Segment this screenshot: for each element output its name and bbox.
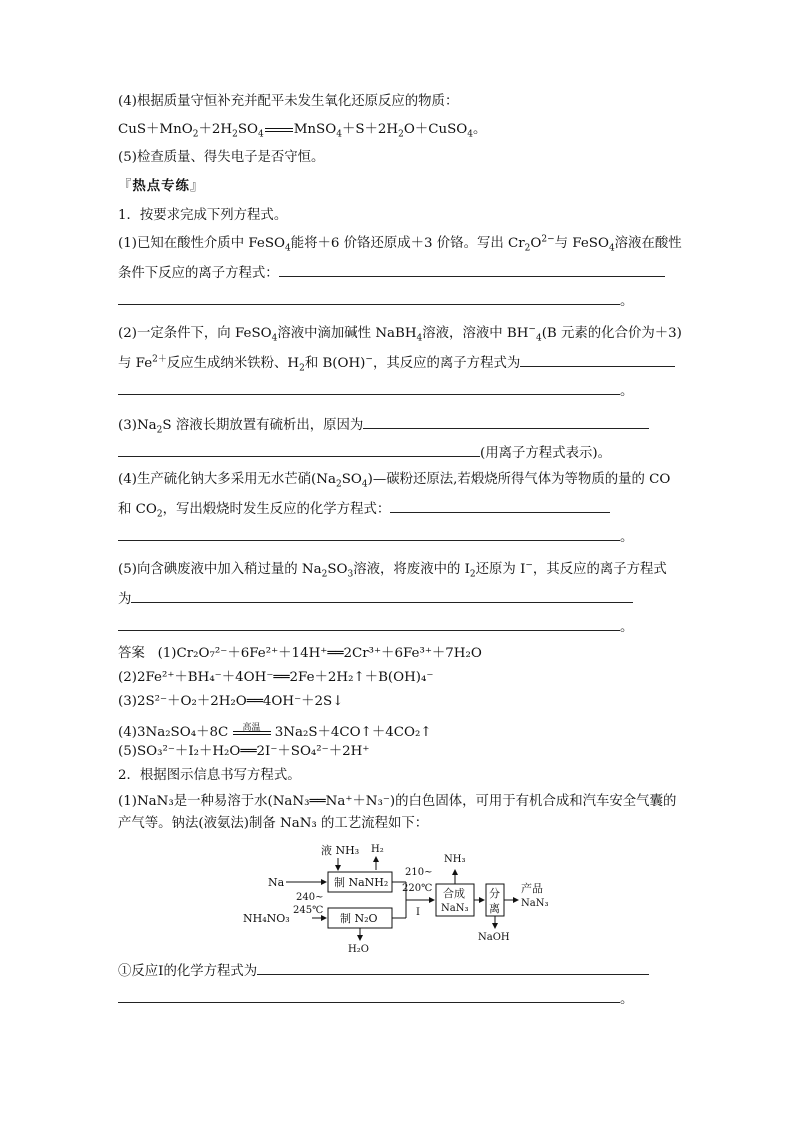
q1-part4-line2: 和 $CO_2$，写出煅烧时发生反应的化学方程式：: [118, 498, 610, 520]
intro-equation: $CuS+MnO_2+2H_2SO_4$ $MnSO_4+S+2H_2O+CuSO_4$。: [118, 122, 487, 140]
answer-blank[interactable]: [390, 498, 610, 513]
q1-part2-line2: 与 $Fe^{2+}$反应生成纳米铁粉、$H_2$和 B(OH)−，其反应的离子方程式为: [118, 352, 675, 374]
answer-1: 答案 (1)Cr₂O₇²⁻＋6Fe²⁺＋14H⁺══2Cr³⁺＋6Fe³⁺＋7H₂O: [118, 646, 482, 661]
temp-245: 245℃: [293, 905, 324, 916]
q2-sub1-line2: 。: [118, 988, 633, 1010]
input-liquid-nh3: 液 NH₃: [321, 844, 360, 857]
answer-blank[interactable]: [118, 290, 620, 305]
intro-step4: (4)根据质量守恒补充并配平未发生氧化还原反应的物质：: [118, 94, 459, 109]
answer-blank[interactable]: [118, 380, 620, 395]
output-nh3: NH₃: [444, 854, 466, 865]
input-na: Na: [268, 876, 285, 889]
output-h2: H₂: [371, 844, 384, 855]
q1-part1-line3: 。: [118, 290, 633, 312]
temp-220: 220℃: [402, 883, 433, 894]
q1-part4: (4)生产硫化钠大多采用无水芒硝$(Na_2SO_4)—$碳粉还原法,若煅烧所得气体为等物质的量的 CO: [118, 472, 671, 490]
product-nan3: NaN₃: [521, 898, 549, 909]
svg-text:分: 分: [489, 887, 500, 900]
answer-blank[interactable]: [257, 960, 649, 975]
q2-part1-line2: 产气等。钠法(液氨法)制备 NaN₃ 的工艺流程如下：: [118, 816, 429, 831]
svg-text:离: 离: [489, 902, 500, 915]
answer-blank[interactable]: [363, 414, 649, 429]
process-flow-diagram: [238, 840, 568, 955]
q1-part2: (2)一定条件下，向 FeSO$_4$溶液中滴加碱性 NaBH$_4$溶液，溶液中 $BH^-_4(B$ 元素的化合价为＋3): [118, 324, 682, 344]
q1-title: 1．按要求完成下列方程式。: [118, 208, 288, 223]
temp-240: 240~: [296, 892, 324, 903]
input-nh4no3: NH₄NO₃: [243, 912, 290, 925]
output-h2o: H₂O: [348, 944, 369, 955]
q1-part1-line2: 条件下反应的离子方程式：: [118, 262, 665, 284]
answer-label: 答案: [118, 646, 145, 661]
reaction-label-i: Ⅰ: [416, 907, 420, 918]
answer-blank[interactable]: [279, 262, 665, 277]
q2-sub1: ①反应Ⅰ的化学方程式为: [118, 960, 649, 982]
box-make-nanh2-label: 制 NaNH₂: [334, 876, 389, 889]
q1-part5: (5)向含碘废液中加入稍过量的 $Na_2SO_3$溶液，将废液中的 $I_2$还原为 I−，其反应的离子方程式: [118, 560, 667, 580]
answer-2: (2)2Fe²⁺＋BH₄⁻＋4OH⁻══2Fe＋2H₂↑＋B(OH)₄⁻: [118, 670, 434, 685]
answer-blank[interactable]: [118, 616, 620, 631]
q1-part2-line3: 。: [118, 380, 633, 402]
q1-part1: (1)已知在酸性介质中 FeSO$_4$能将＋6 价铬还原成＋3 价铬。写出 $Cr_2O^{2-}$与 FeSO$_4$溶液在酸性: [118, 234, 682, 254]
answer-blank[interactable]: [118, 526, 620, 541]
section-tag: 『热点专练』: [118, 178, 205, 194]
answer-blank[interactable]: [520, 352, 675, 367]
q1-part5-line2: 为: [118, 588, 633, 610]
product-label: 产品: [521, 882, 543, 895]
q1-part5-line3: 。: [118, 616, 633, 638]
output-naoh: NaOH: [478, 932, 510, 943]
answer-3: (3)2S²⁻＋O₂＋2H₂O══4OH⁻＋2S↓: [118, 694, 344, 709]
answer-4: (4)3Na₂SO₄＋8C 高温 3Na₂S＋4CO↑＋4CO₂↑: [118, 718, 432, 743]
answer-blank[interactable]: [131, 588, 633, 603]
q2-part1: (1)NaN₃是一种易溶于水(NaN₃══Na⁺＋N₃⁻)的白色固体，可用于有机合成和汽车安全气囊的: [118, 794, 677, 809]
q1-part3-line2: (用离子方程式表示)。: [118, 442, 611, 464]
intro-step5: (5)检查质量、得失电子是否守恒。: [118, 150, 325, 165]
svg-text:NaN₃: NaN₃: [441, 903, 469, 914]
q1-part4-line3: 。: [118, 526, 633, 548]
answer-blank[interactable]: [118, 442, 480, 457]
svg-text:合成: 合成: [443, 887, 465, 900]
box-make-n2o-label: 制 N₂O: [340, 912, 378, 925]
q1-part3: $(3)Na_2S$ 溶液长期放置有硫析出，原因为: [118, 414, 649, 436]
answer-5: (5)SO₃²⁻＋I₂＋H₂O══2I⁻＋SO₄²⁻＋2H⁺: [118, 744, 370, 759]
condition-high-temp: 高温: [233, 718, 271, 738]
temp-210: 210~: [405, 867, 433, 878]
q2-title: 2．根据图示信息书写方程式。: [118, 768, 301, 783]
answer-blank[interactable]: [118, 988, 620, 1003]
